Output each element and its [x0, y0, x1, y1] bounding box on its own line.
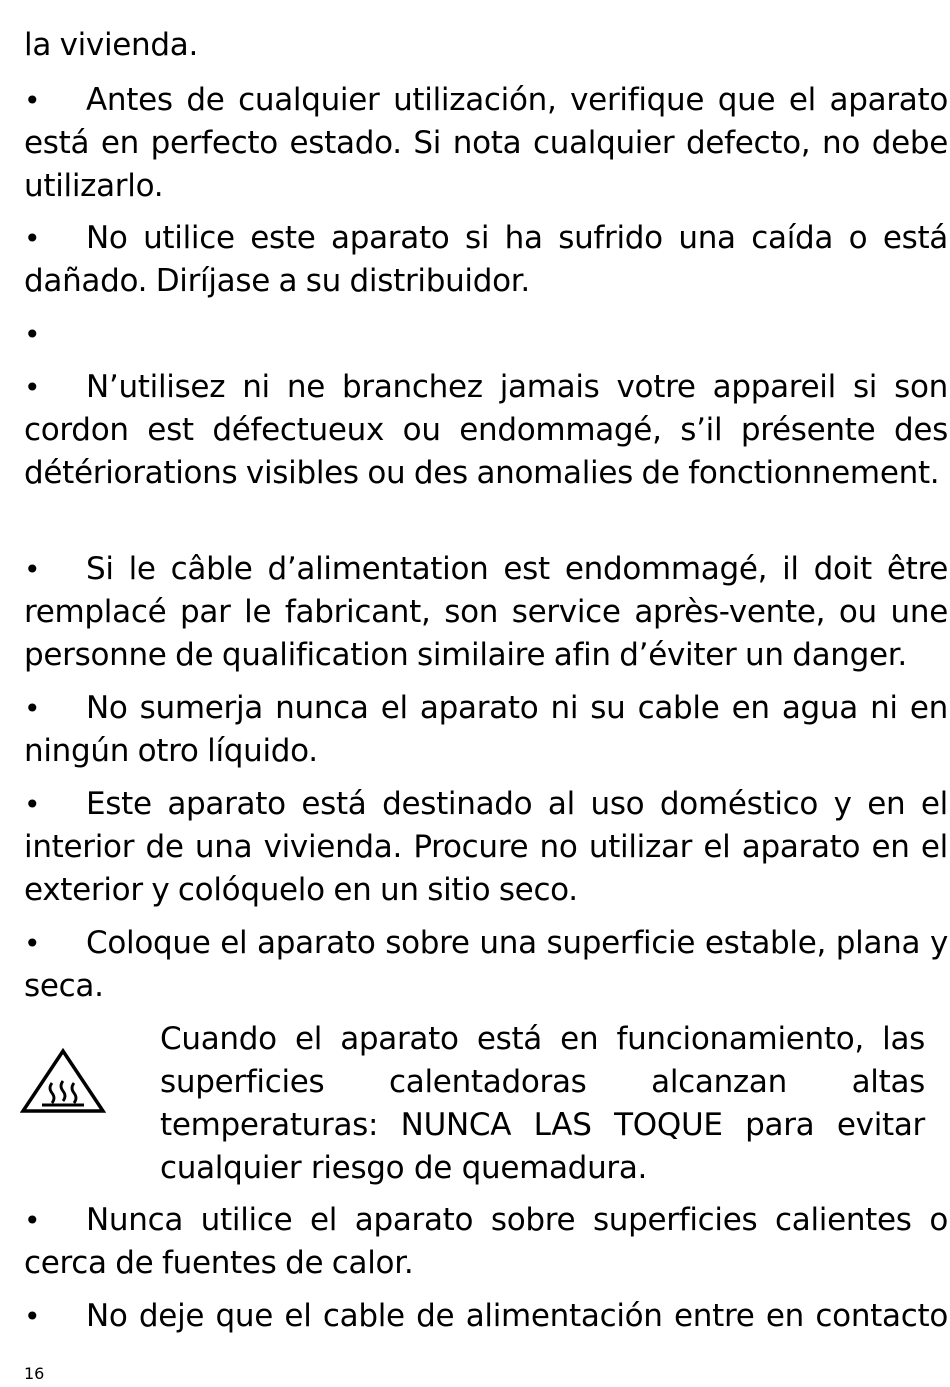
bullet-text: Antes de cualquier utilización, verifique que el aparato está en perfecto estado. Si nota cualquier defecto, no debe utilizarlo. — [24, 82, 948, 204]
bullet-item — [24, 783, 948, 912]
bullet-marker: • — [24, 1204, 41, 1237]
bullet-marker: • — [24, 927, 41, 960]
bullet-marker: • — [24, 553, 41, 586]
bullet-marker: • — [24, 318, 41, 351]
bullet-text: No sumerja nunca el aparato ni su cable en agua ni en ningún otro líquido. — [24, 690, 948, 769]
paragraph-text: la vivienda. — [24, 27, 199, 63]
bullet-item — [24, 687, 948, 773]
bullet-marker: • — [24, 371, 41, 404]
paragraph-continuation — [24, 24, 948, 67]
bullet-marker: • — [24, 692, 41, 725]
warning-text: Cuando el aparato está en funcionamiento, las superficies calentadoras alcanzan altas temperaturas: NUNCA LAS TOQUE para evitar cualquier riesgo de quemadura. — [160, 1021, 925, 1186]
page-number: 16 — [24, 1364, 45, 1383]
bullet-marker: • — [24, 84, 41, 117]
bullet-text: No deje que el cable de alimentación entre en contacto — [86, 1298, 948, 1334]
bullet-marker: • — [24, 788, 41, 821]
bullet-item — [24, 1199, 948, 1285]
bullet-item-empty — [24, 313, 948, 356]
bullet-item — [24, 366, 948, 495]
bullet-text: Si le câble d’alimentation est endommagé, il doit être remplacé par le fabricant, son service après-vente, ou une personne de qualification similaire afin d’éviter un danger. — [24, 551, 948, 673]
bullet-item — [24, 217, 948, 303]
bullet-marker: • — [24, 1300, 41, 1333]
bullet-text: No utilice este aparato si ha sufrido una caída o está dañado. Diríjase a su distribuidor. — [24, 220, 948, 299]
hot-surface-warning-icon — [20, 1048, 106, 1114]
bullet-marker: • — [24, 222, 41, 255]
bullet-text: Este aparato está destinado al uso doméstico y en el interior de una vivienda. Procure no utilizar el aparato en el exterior y colóquelo en un sitio seco. — [24, 786, 948, 908]
bullet-text: Nunca utilice el aparato sobre superficies calientes o cerca de fuentes de calor. — [24, 1202, 948, 1281]
bullet-item — [24, 79, 948, 208]
bullet-item — [24, 1295, 948, 1338]
bullet-text: Coloque el aparato sobre una superficie estable, plana y seca. — [24, 925, 948, 1004]
bullet-item — [24, 548, 948, 677]
bullet-item — [24, 922, 948, 1008]
bullet-text: N’utilisez ni ne branchez jamais votre appareil si son cordon est défectueux ou endommagé, s’il présente des détériorations visibles ou des anomalies de fonctionnement. — [24, 369, 948, 491]
hot-surface-warning-text — [160, 1018, 925, 1190]
